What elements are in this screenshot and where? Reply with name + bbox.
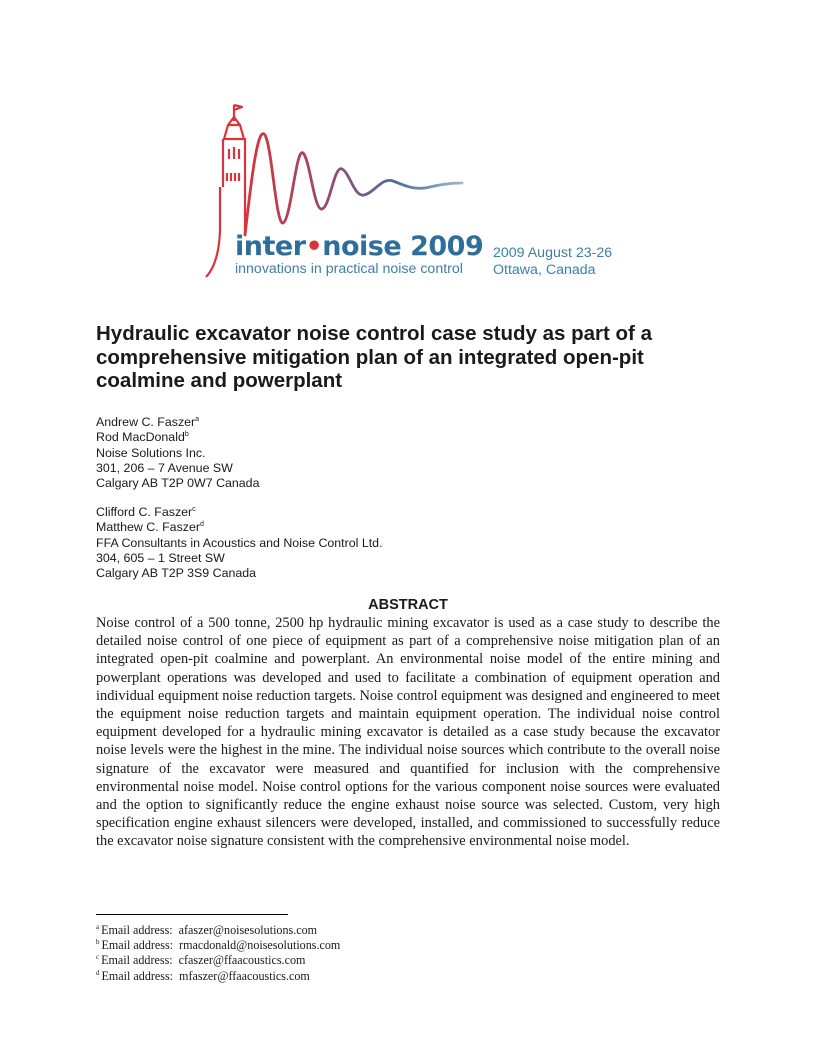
footnote-item: $^a$ Email address: afaszer@noisesolutions.com <box>96 922 318 937</box>
sound-wave-graphic <box>245 134 462 235</box>
author-name: Andrew C. Faszer$^a$ <box>96 415 200 429</box>
footnote-item: $^b$ Email address: rmacdonald@noisesolutions.com <box>96 938 341 953</box>
affiliation-line: 301, 206 – 7 Avenue SW <box>96 460 233 475</box>
conference-date: 2009 August 23-26 <box>493 245 613 261</box>
author-block-1 <box>96 415 259 491</box>
author-name: Matthew C. Faszer$^d$ <box>96 520 204 535</box>
email-link[interactable]: cfaszer@ffaacoustics.com <box>178 953 306 968</box>
paper-title: Hydraulic excavator noise control case study as part of a comprehensive mitigation plan of an integrated open-pit coalmine and powerplant <box>96 322 652 392</box>
affiliation-line: FFA Consultants in Acoustics and Noise Control Ltd. <box>96 535 383 550</box>
abstract-heading: ABSTRACT <box>368 597 448 613</box>
footnote-divider <box>96 914 288 915</box>
conference-logo <box>190 95 630 290</box>
email-link[interactable]: mfaszer@ffaacoustics.com <box>179 968 310 983</box>
affiliation-line: Calgary AB T2P 0W7 Canada <box>96 476 260 491</box>
brand-dot: • <box>305 231 323 262</box>
email-link[interactable]: afaszer@noisesolutions.com <box>178 923 318 937</box>
footnotes <box>96 923 340 984</box>
footnote-item: $^d$ Email address: mfaszer@ffaacoustics.com <box>96 968 310 983</box>
author-name: Rod MacDonald$^b$ <box>96 430 189 445</box>
email-link[interactable]: rmacdonald@noisesolutions.com <box>179 938 341 953</box>
affiliation-line: Calgary AB T2P 3S9 Canada <box>96 566 257 581</box>
affiliation-line: Noise Solutions Inc. <box>96 445 206 460</box>
conference-tagline: innovations in practical noise control <box>235 261 463 277</box>
conference-brand <box>235 231 483 262</box>
author-block-2 <box>96 505 383 581</box>
affiliation-line: 304, 605 – 1 Street SW <box>96 550 225 565</box>
conference-location: Ottawa, Canada <box>493 262 596 278</box>
abstract-text: Noise control of a 500 tonne, 2500 hp hydraulic mining excavator is used as a case study to describe the detailed noise control of one piece of equipment as part of a comprehensive noise mitigation plan of an integrated open-pit coalmine and powerplant. An environmental noise model of the entire mining and powerplant operations was developed and used to facilitate a combination of equipment operation and individual equipment noise reduction targets. Noise control equipment was designed and engineered to meet the equipment noise reduction targets and maintain equipment operation. The individual noise control equipment developed for a hydraulic mining excavator is detailed as a case study because the excavator noise levels were the highest in the mine. The individual noise sources which contribute to the overall noise signature of the excavator were measured and quantified for inclusion with the comprehensive environmental noise model. Noise control options for the various component noise sources were evaluated and the option to significantly reduce the engine exhaust noise source was selected. Custom, very high specification engine exhaust silencers were developed, installed, and commissioned to successfully reduce the excavator noise signature consistent with the comprehensive environmental noise model. <box>96 615 720 850</box>
footnote-item: $^c$ Email address: cfaszer@ffaacoustics.com <box>96 953 306 968</box>
brand-part-inter: inter <box>235 231 306 262</box>
author-name: Clifford C. Faszer$^c$ <box>96 505 196 519</box>
brand-part-noise: noise 2009 <box>322 231 484 262</box>
